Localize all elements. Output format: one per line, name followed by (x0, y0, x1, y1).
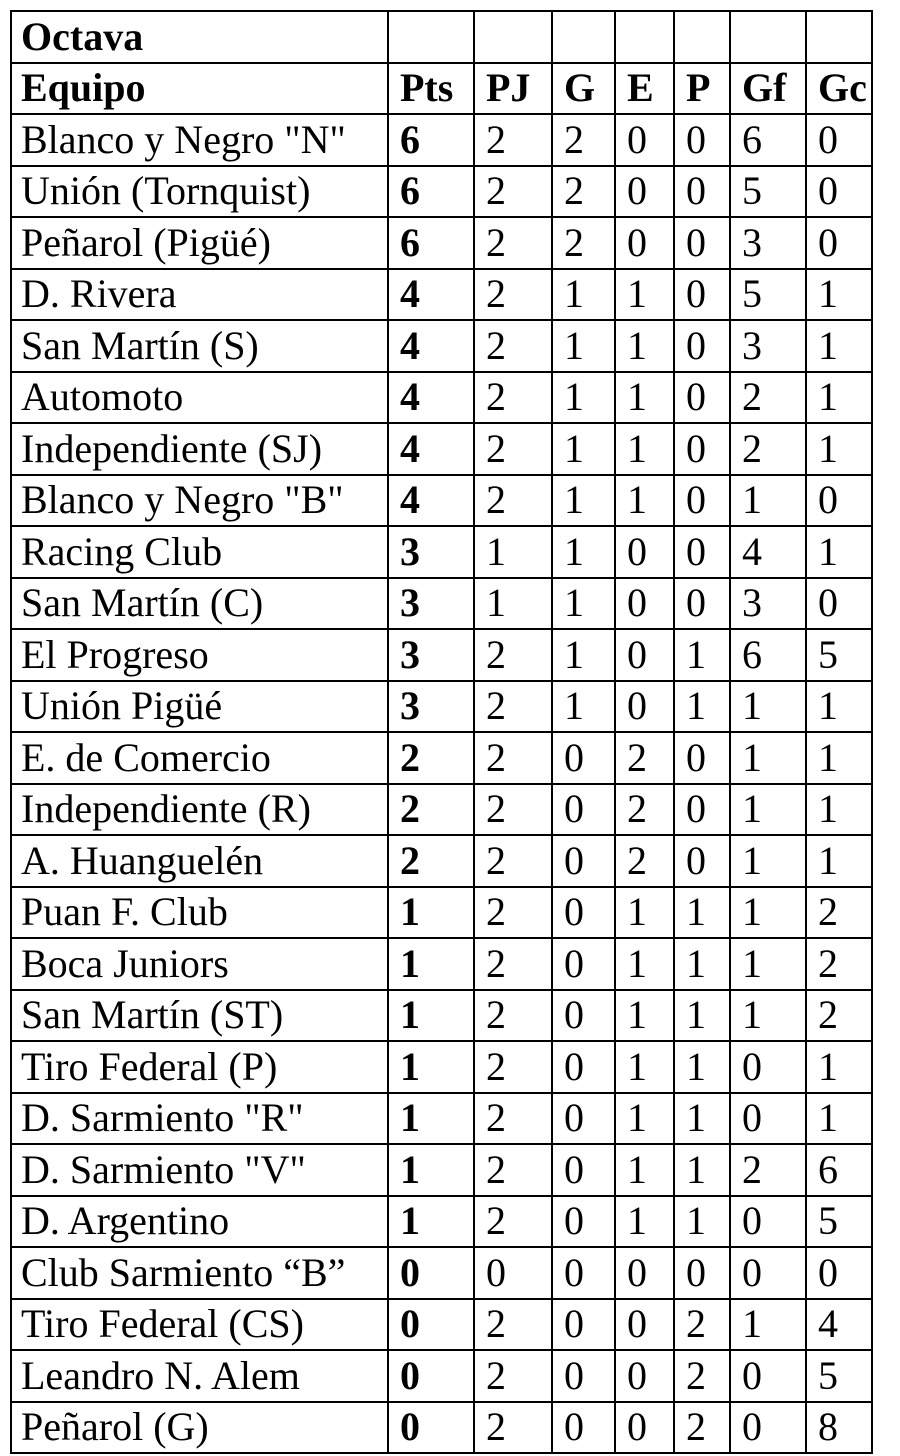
e-cell: 1 (615, 990, 674, 1042)
pj-cell: 2 (474, 1144, 552, 1196)
gc-cell: 1 (806, 423, 872, 475)
pj-cell: 2 (474, 1041, 552, 1093)
pts-cell: 2 (388, 732, 474, 784)
e-cell: 0 (615, 578, 674, 630)
gf-cell: 0 (730, 1350, 806, 1402)
e-cell: 1 (615, 1093, 674, 1145)
pj-cell: 2 (474, 372, 552, 424)
gf-cell: 1 (730, 475, 806, 527)
gc-cell: 0 (806, 475, 872, 527)
pts-cell: 2 (388, 784, 474, 836)
gc-cell: 0 (806, 217, 872, 269)
pts-cell: 4 (388, 475, 474, 527)
p-cell: 1 (674, 1144, 730, 1196)
gf-cell: 1 (730, 784, 806, 836)
g-cell: 2 (552, 217, 615, 269)
team-name-cell: Tiro Federal (P) (11, 1041, 388, 1093)
e-cell: 0 (615, 526, 674, 578)
gf-cell: 6 (730, 114, 806, 166)
g-cell: 0 (552, 784, 615, 836)
pj-cell: 2 (474, 166, 552, 218)
table-row (11, 1247, 872, 1299)
gf-cell: 0 (730, 1247, 806, 1299)
table-row (11, 887, 872, 939)
table-row (11, 1299, 872, 1351)
p-cell: 2 (674, 1350, 730, 1402)
p-cell: 0 (674, 784, 730, 836)
e-cell: 2 (615, 784, 674, 836)
e-cell: 1 (615, 269, 674, 321)
gf-cell: 0 (730, 1041, 806, 1093)
header-equipo: Equipo (11, 63, 388, 115)
gf-cell: 1 (730, 1299, 806, 1351)
empty-cell (552, 11, 615, 63)
team-name-cell: Tiro Federal (CS) (11, 1299, 388, 1351)
e-cell: 2 (615, 835, 674, 887)
pts-cell: 0 (388, 1350, 474, 1402)
pts-cell: 1 (388, 938, 474, 990)
p-cell: 1 (674, 887, 730, 939)
p-cell: 0 (674, 578, 730, 630)
table-row (11, 372, 872, 424)
e-cell: 1 (615, 1144, 674, 1196)
header-pts: Pts (388, 63, 474, 115)
table-row (11, 681, 872, 733)
empty-cell (806, 11, 872, 63)
g-cell: 1 (552, 526, 615, 578)
pj-cell: 2 (474, 629, 552, 681)
e-cell: 0 (615, 1247, 674, 1299)
gc-cell: 1 (806, 372, 872, 424)
g-cell: 0 (552, 1350, 615, 1402)
e-cell: 1 (615, 423, 674, 475)
gc-cell: 4 (806, 1299, 872, 1351)
team-name-cell: San Martín (C) (11, 578, 388, 630)
pts-cell: 1 (388, 1041, 474, 1093)
pj-cell: 2 (474, 784, 552, 836)
g-cell: 1 (552, 681, 615, 733)
gc-cell: 1 (806, 269, 872, 321)
gf-cell: 0 (730, 1093, 806, 1145)
p-cell: 1 (674, 1196, 730, 1248)
gc-cell: 2 (806, 887, 872, 939)
p-cell: 1 (674, 1093, 730, 1145)
e-cell: 0 (615, 166, 674, 218)
g-cell: 1 (552, 320, 615, 372)
g-cell: 0 (552, 990, 615, 1042)
p-cell: 0 (674, 475, 730, 527)
p-cell: 2 (674, 1299, 730, 1351)
gf-cell: 4 (730, 526, 806, 578)
table-row (11, 732, 872, 784)
pj-cell: 0 (474, 1247, 552, 1299)
team-name-cell: Independiente (R) (11, 784, 388, 836)
p-cell: 0 (674, 320, 730, 372)
e-cell: 1 (615, 938, 674, 990)
table-row (11, 475, 872, 527)
header-g: G (552, 63, 615, 115)
pts-cell: 0 (388, 1247, 474, 1299)
e-cell: 0 (615, 1350, 674, 1402)
team-name-cell: Boca Juniors (11, 938, 388, 990)
p-cell: 1 (674, 990, 730, 1042)
team-name-cell: El Progreso (11, 629, 388, 681)
team-name-cell: Leandro N. Alem (11, 1350, 388, 1402)
p-cell: 0 (674, 166, 730, 218)
g-cell: 1 (552, 269, 615, 321)
pj-cell: 2 (474, 217, 552, 269)
team-name-cell: E. de Comercio (11, 732, 388, 784)
header-gf: Gf (730, 63, 806, 115)
table-row (11, 166, 872, 218)
g-cell: 0 (552, 1247, 615, 1299)
pts-cell: 0 (388, 1402, 474, 1454)
gc-cell: 1 (806, 732, 872, 784)
pts-cell: 0 (388, 1299, 474, 1351)
gf-cell: 5 (730, 166, 806, 218)
p-cell: 0 (674, 732, 730, 784)
p-cell: 0 (674, 423, 730, 475)
empty-cell (674, 11, 730, 63)
pts-cell: 3 (388, 526, 474, 578)
e-cell: 1 (615, 372, 674, 424)
g-cell: 0 (552, 1402, 615, 1454)
gc-cell: 5 (806, 1350, 872, 1402)
gf-cell: 1 (730, 887, 806, 939)
g-cell: 0 (552, 1299, 615, 1351)
pj-cell: 2 (474, 1299, 552, 1351)
g-cell: 1 (552, 423, 615, 475)
gf-cell: 3 (730, 320, 806, 372)
g-cell: 0 (552, 938, 615, 990)
gc-cell: 6 (806, 1144, 872, 1196)
pts-cell: 6 (388, 166, 474, 218)
pts-cell: 1 (388, 1196, 474, 1248)
gf-cell: 1 (730, 990, 806, 1042)
g-cell: 1 (552, 629, 615, 681)
team-name-cell: D. Rivera (11, 269, 388, 321)
gc-cell: 1 (806, 526, 872, 578)
gf-cell: 2 (730, 423, 806, 475)
p-cell: 1 (674, 1041, 730, 1093)
pts-cell: 4 (388, 423, 474, 475)
table-row (11, 217, 872, 269)
p-cell: 0 (674, 526, 730, 578)
g-cell: 0 (552, 887, 615, 939)
gf-cell: 2 (730, 372, 806, 424)
table-row (11, 578, 872, 630)
gf-cell: 3 (730, 217, 806, 269)
p-cell: 1 (674, 681, 730, 733)
header-p: P (674, 63, 730, 115)
gf-cell: 5 (730, 269, 806, 321)
e-cell: 0 (615, 114, 674, 166)
pj-cell: 2 (474, 835, 552, 887)
header-e: E (615, 63, 674, 115)
table-row (11, 114, 872, 166)
g-cell: 2 (552, 114, 615, 166)
pj-cell: 2 (474, 938, 552, 990)
pts-cell: 6 (388, 217, 474, 269)
p-cell: 1 (674, 629, 730, 681)
standings-table (10, 10, 873, 1454)
table-row (11, 990, 872, 1042)
team-name-cell: D. Sarmiento "V" (11, 1144, 388, 1196)
gf-cell: 1 (730, 732, 806, 784)
table-row (11, 629, 872, 681)
p-cell: 0 (674, 835, 730, 887)
pj-cell: 2 (474, 423, 552, 475)
e-cell: 1 (615, 887, 674, 939)
gf-cell: 6 (730, 629, 806, 681)
empty-cell (730, 11, 806, 63)
table-row (11, 1350, 872, 1402)
team-name-cell: Independiente (SJ) (11, 423, 388, 475)
pts-cell: 6 (388, 114, 474, 166)
p-cell: 0 (674, 269, 730, 321)
pj-cell: 2 (474, 1196, 552, 1248)
pts-cell: 4 (388, 372, 474, 424)
team-name-cell: Blanco y Negro "N" (11, 114, 388, 166)
p-cell: 0 (674, 1247, 730, 1299)
g-cell: 1 (552, 475, 615, 527)
table-row (11, 1402, 872, 1454)
team-name-cell: Peñarol (G) (11, 1402, 388, 1454)
g-cell: 0 (552, 835, 615, 887)
pj-cell: 2 (474, 1350, 552, 1402)
title-row (11, 11, 872, 63)
team-name-cell: Peñarol (Pigüé) (11, 217, 388, 269)
gc-cell: 1 (806, 1041, 872, 1093)
header-gc: Gc (806, 63, 872, 115)
p-cell: 0 (674, 217, 730, 269)
gc-cell: 1 (806, 320, 872, 372)
gc-cell: 1 (806, 784, 872, 836)
e-cell: 0 (615, 1402, 674, 1454)
team-name-cell: San Martín (ST) (11, 990, 388, 1042)
p-cell: 1 (674, 938, 730, 990)
g-cell: 0 (552, 1041, 615, 1093)
g-cell: 1 (552, 578, 615, 630)
g-cell: 0 (552, 732, 615, 784)
team-name-cell: A. Huanguelén (11, 835, 388, 887)
gc-cell: 1 (806, 1093, 872, 1145)
e-cell: 1 (615, 1041, 674, 1093)
pj-cell: 2 (474, 475, 552, 527)
e-cell: 0 (615, 681, 674, 733)
team-name-cell: Automoto (11, 372, 388, 424)
gc-cell: 1 (806, 835, 872, 887)
p-cell: 0 (674, 114, 730, 166)
empty-cell (615, 11, 674, 63)
pts-cell: 3 (388, 629, 474, 681)
team-name-cell: Puan F. Club (11, 887, 388, 939)
gc-cell: 1 (806, 681, 872, 733)
team-name-cell: D. Sarmiento "R" (11, 1093, 388, 1145)
table-row (11, 269, 872, 321)
empty-cell (474, 11, 552, 63)
table-row (11, 938, 872, 990)
pj-cell: 2 (474, 681, 552, 733)
e-cell: 0 (615, 217, 674, 269)
g-cell: 1 (552, 372, 615, 424)
e-cell: 1 (615, 1196, 674, 1248)
p-cell: 2 (674, 1402, 730, 1454)
pj-cell: 2 (474, 1093, 552, 1145)
e-cell: 1 (615, 475, 674, 527)
gf-cell: 1 (730, 681, 806, 733)
team-name-cell: San Martín (S) (11, 320, 388, 372)
pj-cell: 2 (474, 887, 552, 939)
e-cell: 0 (615, 629, 674, 681)
gc-cell: 0 (806, 1247, 872, 1299)
gc-cell: 2 (806, 990, 872, 1042)
p-cell: 0 (674, 372, 730, 424)
team-name-cell: D. Argentino (11, 1196, 388, 1248)
e-cell: 0 (615, 1299, 674, 1351)
table-row (11, 784, 872, 836)
pts-cell: 1 (388, 887, 474, 939)
pj-cell: 2 (474, 269, 552, 321)
gf-cell: 0 (730, 1402, 806, 1454)
team-name-cell: Unión Pigüé (11, 681, 388, 733)
empty-cell (388, 11, 474, 63)
header-pj: PJ (474, 63, 552, 115)
header-row (11, 63, 872, 115)
table-row (11, 423, 872, 475)
team-name-cell: Unión (Tornquist) (11, 166, 388, 218)
pj-cell: 2 (474, 114, 552, 166)
gc-cell: 0 (806, 114, 872, 166)
pj-cell: 2 (474, 1402, 552, 1454)
pts-cell: 4 (388, 320, 474, 372)
gf-cell: 2 (730, 1144, 806, 1196)
pts-cell: 1 (388, 1093, 474, 1145)
gc-cell: 0 (806, 166, 872, 218)
pj-cell: 1 (474, 526, 552, 578)
table-row (11, 526, 872, 578)
e-cell: 2 (615, 732, 674, 784)
pts-cell: 1 (388, 1144, 474, 1196)
gc-cell: 2 (806, 938, 872, 990)
pj-cell: 2 (474, 320, 552, 372)
table-row (11, 1041, 872, 1093)
gc-cell: 0 (806, 578, 872, 630)
team-name-cell: Racing Club (11, 526, 388, 578)
pj-cell: 2 (474, 732, 552, 784)
team-name-cell: Blanco y Negro "B" (11, 475, 388, 527)
pts-cell: 3 (388, 681, 474, 733)
g-cell: 0 (552, 1196, 615, 1248)
table-row (11, 835, 872, 887)
gc-cell: 8 (806, 1402, 872, 1454)
table-title: Octava (11, 11, 388, 63)
pts-cell: 3 (388, 578, 474, 630)
pj-cell: 1 (474, 578, 552, 630)
table-row (11, 1144, 872, 1196)
pts-cell: 2 (388, 835, 474, 887)
gf-cell: 0 (730, 1196, 806, 1248)
table-row (11, 1196, 872, 1248)
team-name-cell: Club Sarmiento “B” (11, 1247, 388, 1299)
gf-cell: 1 (730, 835, 806, 887)
table-row (11, 320, 872, 372)
gf-cell: 3 (730, 578, 806, 630)
pj-cell: 2 (474, 990, 552, 1042)
g-cell: 0 (552, 1144, 615, 1196)
pts-cell: 4 (388, 269, 474, 321)
e-cell: 1 (615, 320, 674, 372)
gc-cell: 5 (806, 1196, 872, 1248)
pts-cell: 1 (388, 990, 474, 1042)
gc-cell: 5 (806, 629, 872, 681)
table-row (11, 1093, 872, 1145)
table-body (11, 11, 872, 1453)
g-cell: 0 (552, 1093, 615, 1145)
gf-cell: 1 (730, 938, 806, 990)
g-cell: 2 (552, 166, 615, 218)
